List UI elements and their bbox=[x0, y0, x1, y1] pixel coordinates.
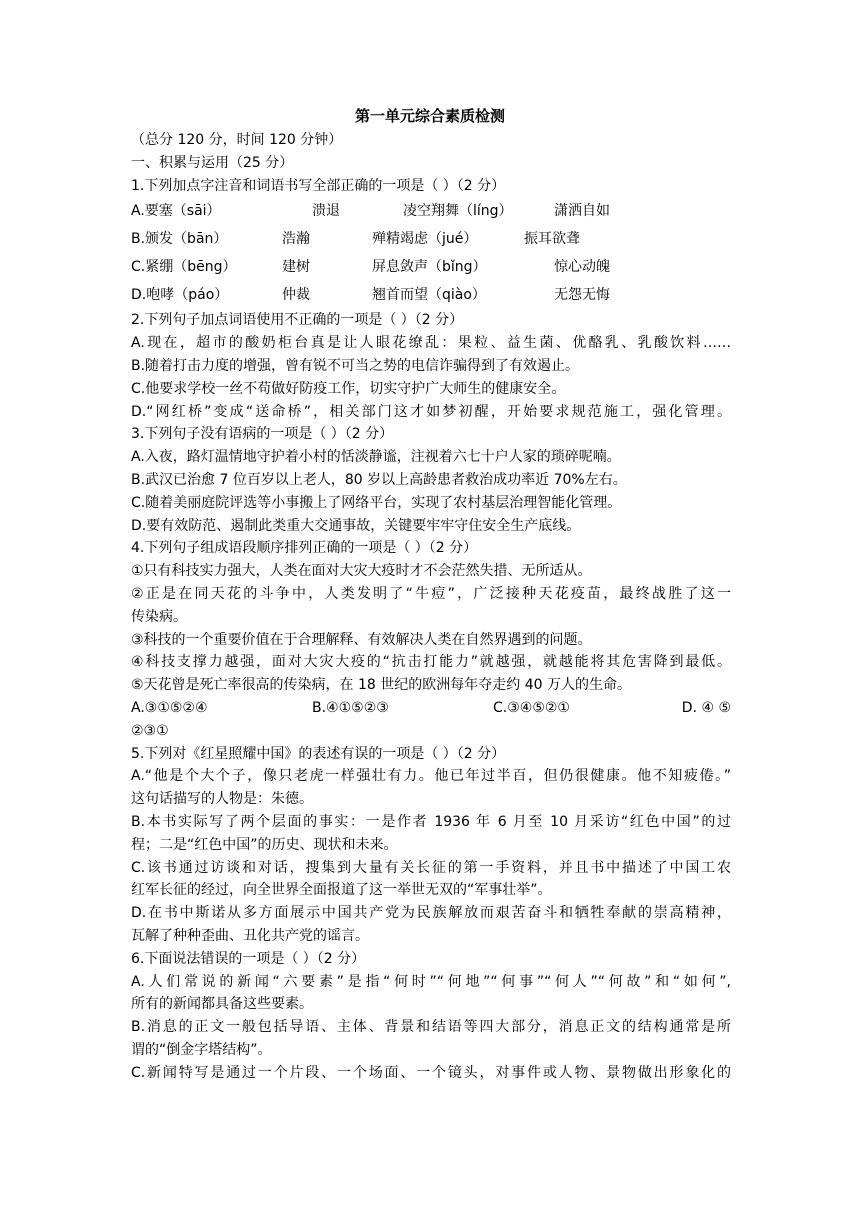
question-4-stem: 4.下列句子组成语段顺序排列正确的一项是（ ）（2 分） bbox=[131, 540, 478, 557]
question-5-option-c: C.该书通过访谈和对话，搜集到大量有关长征的第一手资料，并且书中描述了中国工农 bbox=[131, 859, 731, 876]
sentence-2-cont: 传染病。 bbox=[131, 608, 187, 625]
question-5-option-a-cont: 这句话描写的人物是：朱德。 bbox=[131, 791, 313, 808]
question-3-stem: 3.下列句子没有语病的一项是（ ）（2 分） bbox=[131, 426, 394, 443]
exam-content bbox=[131, 129, 731, 1084]
question-5-option-b-cont: 程；二是“红色中国”的历史、现状和未来。 bbox=[131, 836, 398, 853]
question-6-option-a-cont: 所有的新闻都具备这些要素。 bbox=[131, 996, 313, 1013]
sentence-5: ⑤天花曾是死亡率很高的传染病，在 18 世纪的欧洲每年夺走约 40 万人的生命。 bbox=[131, 677, 631, 694]
question-5-stem: 5.下列对《红星照耀中国》的表述有误的一项是（ ）（2 分） bbox=[131, 745, 506, 762]
question-3-option-b: B.武汉已治愈 7 位百岁以上老人，80 岁以上高龄患者救治成功率近 70%左右。 bbox=[131, 471, 627, 488]
question-1-option-d: D.咆哮（páo） 仲裁 翘首而望（qiào） 无怨无悔 bbox=[131, 287, 610, 304]
question-3-option-a: A.入夜，路灯温情地守护着小村的恬淡静谧，注视着六七十户人家的琐碎呢喃。 bbox=[131, 449, 621, 466]
sentence-1: ①只有科技实力强大，人类在面对大灾大疫时才不会茫然失措、无所适从。 bbox=[131, 563, 592, 580]
question-4-options bbox=[131, 697, 731, 720]
question-4-option-d: D. ④ ⑤ bbox=[681, 699, 731, 716]
section-heading: 一、积累与运用（25 分） bbox=[131, 154, 294, 171]
question-5-option-b: B.本书实际写了两个层面的事实：一是作者 1936 年 6 月至 10 月采访“红色中国”的过 bbox=[131, 813, 731, 830]
question-4-option-a: A.③①⑤②④ bbox=[131, 699, 208, 716]
question-3-option-d: D.要有效防范、遏制此类重大交通事故，关键要牢牢守住安全生产底线。 bbox=[131, 517, 581, 534]
question-1-option-a: A.要塞（sāi） 溃退 凌空翔舞（líng） 潇洒自如 bbox=[131, 203, 610, 220]
question-2-option-c: C.他要求学校一丝不苟做好防疫工作，切实守护广大师生的健康安全。 bbox=[131, 380, 566, 397]
question-6-stem: 6.下面说法错误的一项是（ ）（2 分） bbox=[131, 950, 366, 967]
question-1-option-c: C.紧绷（bēng） 建树 屏息敛声（bǐng） 惊心动魄 bbox=[131, 259, 610, 276]
question-2-option-b: B.随着打击力度的增强，曾有锐不可当之势的电信诈骗得到了有效遏止。 bbox=[131, 357, 580, 374]
exam-info: （总分 120 分，时间 120 分钟） bbox=[131, 132, 343, 148]
question-5-option-d: D.在书中斯诺从多方面展示中国共产党为民族解放而艰苦奋斗和牺牲奉献的崇高精神， bbox=[131, 905, 731, 922]
question-2-option-d: D.“网红桥”变成“送命桥”，相关部门这才如梦初醒，开始要求规范施工，强化管理。 bbox=[131, 403, 731, 420]
sentence-4: ④科技支撑力越强，面对大灾大疫的“抗击打能力”就越强，就越能将其危害降到最低。 bbox=[131, 654, 731, 671]
question-3-option-c: C.随着美丽庭院评选等小事搬上了网络平台，实现了农村基层治理智能化管理。 bbox=[131, 494, 622, 511]
question-4-option-d-cont: ②③① bbox=[131, 722, 169, 739]
question-6-option-b: B.消息的正文一般包括导语、主体、背景和结语等四大部分，消息正文的结构通常是所 bbox=[131, 1019, 731, 1036]
question-5-option-d-cont: 瓦解了种种歪曲、丑化共产党的谣言。 bbox=[131, 927, 369, 944]
question-6-option-c: C.新闻特写是通过一个片段、一个场面、一个镜头，对事件或人物、景物做出形象化的 bbox=[131, 1064, 731, 1081]
question-4-option-b: B.④①⑤②③ bbox=[312, 699, 389, 716]
question-1-option-b: B.颁发（bān） 浩瀚 殚精竭虑（jué） 振耳欲聋 bbox=[131, 231, 580, 248]
sentence-3: ③科技的一个重要价值在于合理解释、有效解决人类在自然界遇到的问题。 bbox=[131, 631, 592, 648]
question-4-option-c: C.③④⑤②① bbox=[493, 699, 570, 716]
question-6-option-a: A.人们常说的新闻“六要素”是指“何时”“何地”“何事”“何人”“何故”和“如何”, bbox=[131, 973, 731, 990]
page-title: 第一单元综合素质检测 bbox=[354, 107, 505, 125]
question-5-option-c-cont: 红军长征的经过，向全世界全面报道了这一举世无双的“军事壮举”。 bbox=[131, 882, 552, 899]
question-6-option-b-cont: 谓的“倒金字塔结构”。 bbox=[131, 1041, 272, 1058]
question-2-stem: 2.下列句子加点词语使用不正确的一项是（ ）（2 分） bbox=[131, 312, 464, 329]
question-1-stem: 1.下列加点字注音和词语书写全部正确的一项是（ ）（2 分） bbox=[131, 177, 506, 194]
question-2-option-a: A.现在，超市的酸奶柜台真是让人眼花缭乱：果粒、益生菌、优酪乳、乳酸饮料…… bbox=[131, 335, 731, 352]
sentence-2: ②正是在同天花的斗争中，人类发明了“牛痘”，广泛接种天花疫苗，最终战胜了这一 bbox=[131, 585, 731, 602]
question-5-option-a: A.“他是个大个子，像只老虎一样强壮有力。他已年过半百，但仍很健康。他不知疲倦。” bbox=[131, 768, 731, 785]
